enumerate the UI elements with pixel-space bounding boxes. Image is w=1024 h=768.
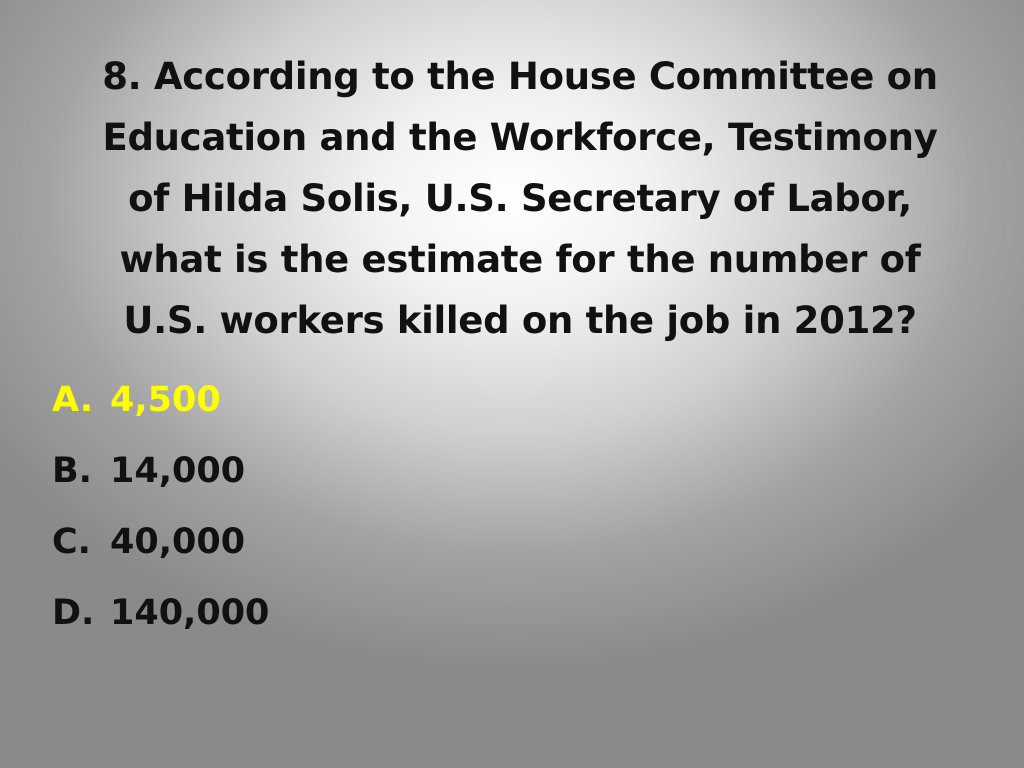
answer-options (52, 380, 269, 664)
question-line: of Hilda Solis, U.S. Secretary of Labor, (128, 177, 912, 220)
option-value: 4,500 (110, 380, 221, 420)
answer-option-d (52, 593, 269, 664)
answer-option-a (52, 380, 269, 451)
option-value: 40,000 (110, 522, 246, 562)
question-line: U.S. workers killed on the job in 2012? (123, 299, 917, 342)
question-line: Education and the Workforce, Testimony (102, 116, 938, 159)
option-letter: B. (52, 451, 92, 491)
answer-option-b (52, 451, 269, 522)
question-text (70, 46, 970, 351)
option-value: 140,000 (110, 593, 270, 633)
answer-option-c (52, 522, 269, 593)
question-line: 8. According to the House Committee on (102, 55, 938, 98)
option-letter: C. (52, 522, 91, 562)
option-value: 14,000 (110, 451, 246, 491)
option-letter: D. (52, 593, 95, 633)
question-line: what is the estimate for the number of (119, 238, 921, 281)
option-letter: A. (52, 380, 94, 420)
